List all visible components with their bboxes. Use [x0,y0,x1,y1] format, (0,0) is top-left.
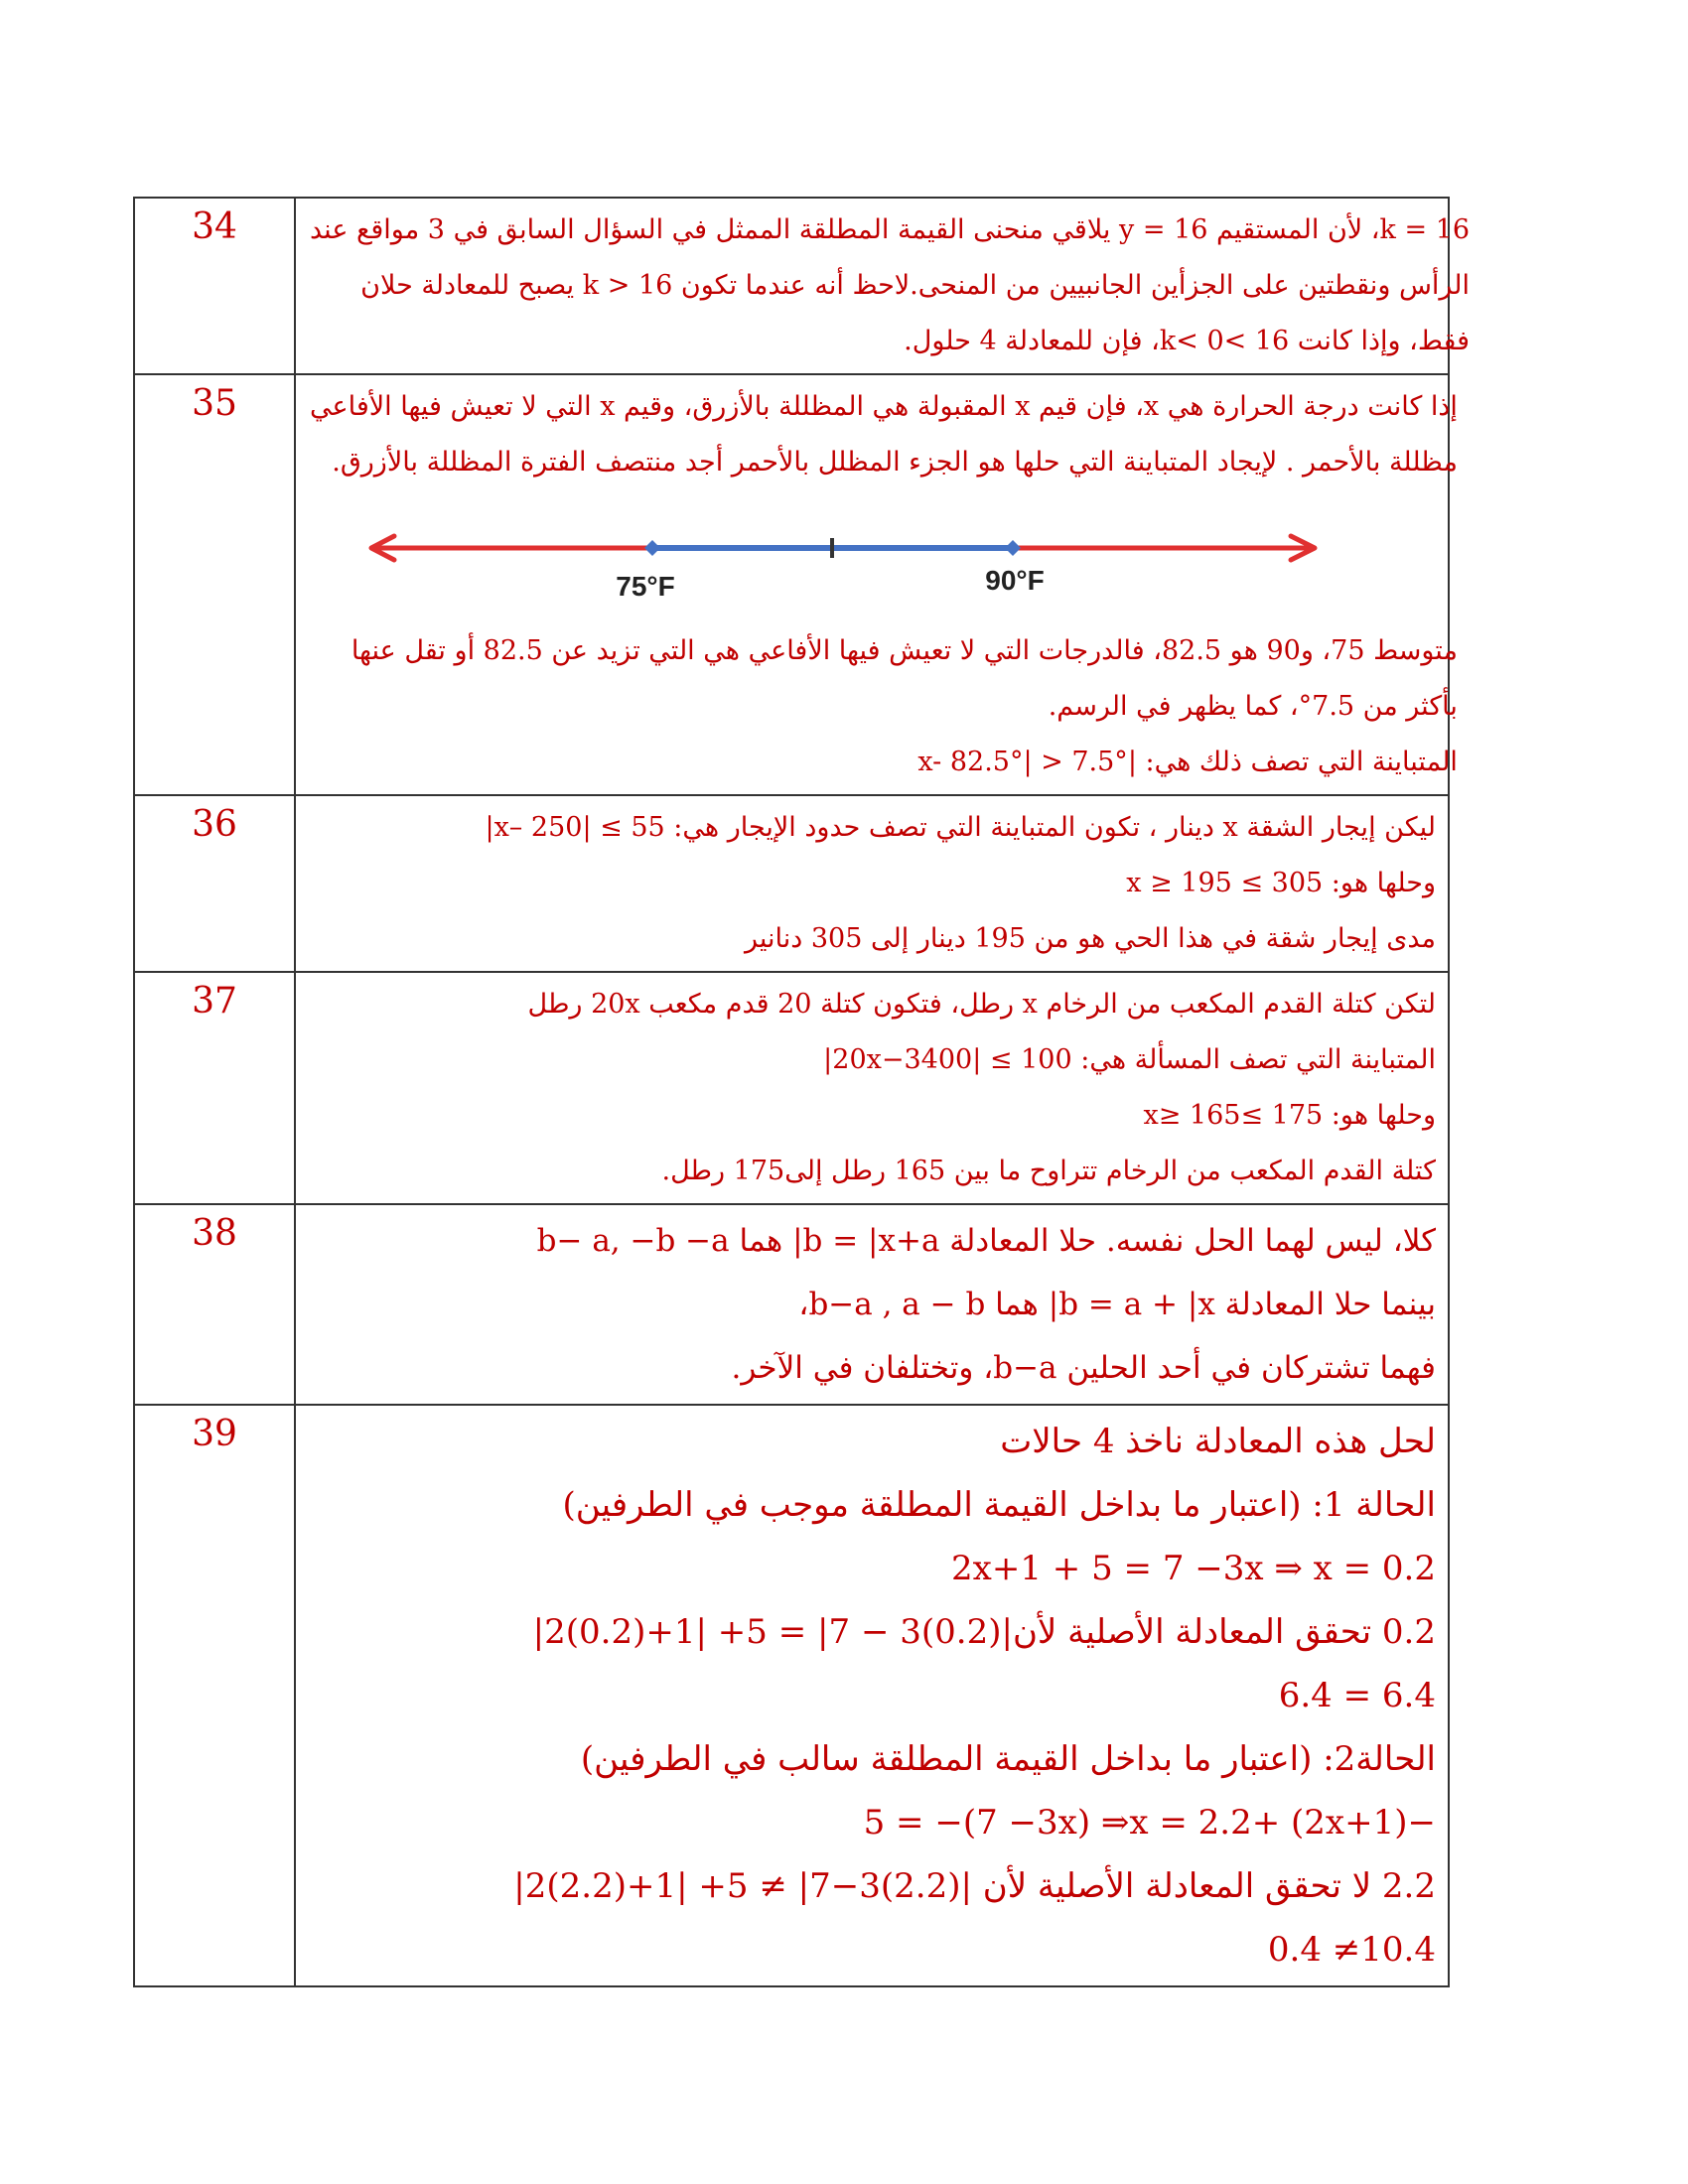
number-line [310,510,1442,619]
label-75f: 75°F [616,571,675,602]
answer-line: كتلة القدم المكعب من الرخام تتراوح ما بين 165 رطل إلى175 رطل. [661,1156,1436,1186]
answer-cell [296,796,1448,971]
table-row [135,973,1448,1205]
answer-line: لحل هذه المعادلة ناخذ 4 حالات [1000,1422,1436,1461]
table-row [135,796,1448,973]
answer-line: فقط، وإذا كانت 16 >k< 0، فإن للمعادلة 4 حلول. [904,326,1471,356]
answer-line: الحالة 1: (اعتبار ما بداخل القيمة المطلقة موجب في الطرفين) [562,1485,1436,1525]
answer-line: متوسط 75، و90 هو 82.5، فالدرجات التي لا تعيش فيها الأفاعي هي التي تزيد عن 82.5 أو تقل عنها [351,635,1458,666]
answer-line: بأكثر من 7.5°، كما يظهر في الرسم. [1048,691,1458,722]
answer-line: 16 = k، لأن المستقيم 16 = y يلاقي منحنى القيمة المطلقة الممثل في السؤال السابق في 3 مواقع عند [310,214,1471,245]
question-number: 34 [135,199,296,373]
question-number: 38 [135,1205,296,1404]
endpoint-75-marker [644,540,660,556]
question-number: 37 [135,973,296,1203]
answer-cell [296,1205,1448,1404]
answers-table [133,197,1471,1987]
answer-line: مظللة بالأحمر . لإيجاد المتباينة التي حلها هو الجزء المظلل بالأحمر أجد منتصف الفترة المظللة بالأزرق. [332,447,1458,478]
answer-line: بينما حلا المعادلة b = a + |x| هما b−a , a − b، [798,1287,1436,1322]
answer-cell [296,375,1470,794]
number-line-figure [310,490,1458,623]
answer-line: المتباينة التي تصف المسألة هي: 100 ≥ |20x−3400| [823,1044,1436,1075]
question-number: 39 [135,1406,296,1985]
answer-line: 0.2 تحقق المعادلة الأصلية لأن|(0.2)3 − 7| = 5+ |1+(0.2)2| [532,1612,1436,1652]
table-row [135,199,1471,375]
answer-line: 2x+1 + 5 = 7 −3x ⇒ x = 0.2 [951,1549,1436,1588]
answer-line: 2.2 لا تحقق المعادلة الأصلية لأن |(2.2)3−7| ≠ 5+ |1+(2.2)2| [513,1866,1436,1906]
answer-cell [296,1406,1448,1985]
answer-line: كلا، ليس لهما الحل نفسه. حلا المعادلة b = |x+a| هما b− a, −b −a [536,1223,1436,1259]
answer-line: مدى إيجار شقة في هذا الحي هو من 195 دينار إلى 305 دنانير [744,923,1436,954]
table-row [135,375,1458,796]
answer-line: وحلها هو: 305 ≥ x ≥ 195 [1126,868,1436,898]
answer-line: 6.4 = 6.4 [1278,1676,1436,1715]
answer-line: فهما تشتركان في أحد الحلين b−a، وتختلفان في الآخر. [731,1350,1436,1386]
answer-line: لتكن كتلة القدم المكعب من الرخام x رطل، فتكون كتلة 20 قدم مكعب 20x رطل [527,989,1436,1020]
answer-cell [296,199,1481,373]
endpoint-90-marker [1005,540,1021,556]
answer-line: وحلها هو: 175 ≥x≥ 165 [1143,1100,1436,1131]
answer-cell [296,973,1448,1203]
answer-line: 10.4≠ 0.4 [1267,1930,1436,1970]
label-90f: 90°F [985,565,1045,596]
answer-line: الحالة2: (اعتبار ما بداخل القيمة المطلقة سالب في الطرفين) [580,1739,1436,1779]
table-row [135,1205,1448,1406]
question-number: 35 [135,375,296,794]
question-number: 36 [135,796,296,971]
answer-line: ليكن إيجار الشقة x دينار ، تكون المتباينة التي تصف حدود الإيجار هي: 55 ≥ |250 –x| [485,812,1436,843]
answer-line: إذا كانت درجة الحرارة هي x، فإن قيم x المقبولة هي المظللة بالأزرق، وقيم x التي لا تعيش فيها الأفاعي [310,391,1458,422]
answer-line: الرأس ونقطتين على الجزأين الجانبيين من المنحى.لاحظ أنه عندما تكون 16 < k يصبح للمعادلة حلان [360,270,1471,301]
table-row [135,1406,1448,1985]
answer-line: −(2x+1) +5 = −(7 −3x) ⇒x = 2.2 [863,1803,1436,1843]
answer-line: المتباينة التي تصف ذلك هي: |x- 82.5°| > 7.5° [917,747,1458,777]
